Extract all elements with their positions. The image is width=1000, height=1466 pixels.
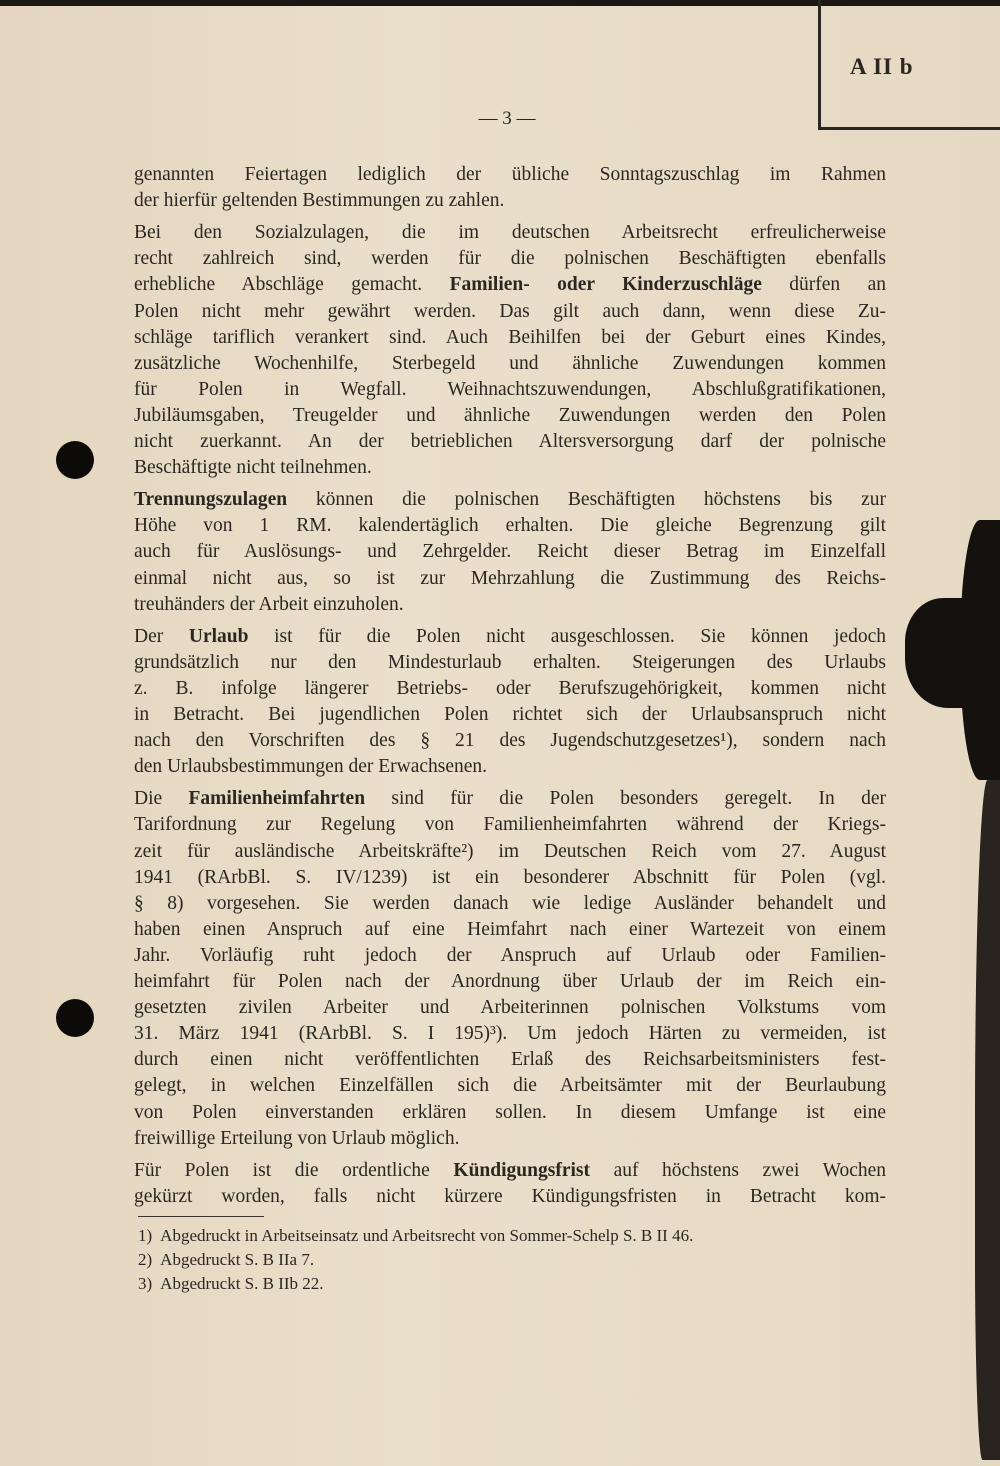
text-line bbox=[134, 1048, 886, 1072]
text-line bbox=[134, 352, 886, 376]
text-line bbox=[134, 996, 886, 1020]
text-line bbox=[134, 840, 886, 864]
text-line bbox=[134, 456, 886, 480]
text-line bbox=[134, 866, 886, 890]
text-segment: gesetzten zivilen Arbeiter und Arbeiterinnen polnischen Volkstums vom bbox=[134, 997, 886, 1019]
text-line bbox=[134, 378, 886, 402]
text-segment: erhebliche Abschläge gemacht. bbox=[134, 274, 450, 296]
text-line bbox=[134, 404, 886, 428]
text-line bbox=[134, 918, 886, 942]
text-segment: 31. März 1941 (RArbBl. S. I 195)³). Um jedoch Härten zu vermeiden, ist bbox=[134, 1023, 886, 1045]
text-segment: sind für die Polen besonders geregelt. In der bbox=[365, 788, 887, 810]
text-line bbox=[134, 593, 886, 617]
text-segment: z. B. infolge längerer Betriebs- oder Berufszugehörigkeit, kommen nicht bbox=[134, 677, 886, 699]
text-line bbox=[134, 970, 886, 994]
page-number: — 3 — bbox=[478, 108, 536, 129]
text-segment: Jubiläumsgaben, Treugelder und ähnliche Zuwendungen werden den Polen bbox=[134, 404, 886, 426]
text-line bbox=[134, 813, 886, 837]
text-line bbox=[134, 163, 886, 187]
text-segment: von Polen einverstanden erklären sollen. In diesem Umfange ist eine bbox=[134, 1101, 886, 1123]
punch-hole bbox=[56, 441, 94, 479]
text-line bbox=[134, 540, 886, 564]
text-segment: für Polen in Wegfall. Weihnachtszuwendungen, Abschlußgratifikationen, bbox=[134, 378, 886, 400]
text-line bbox=[134, 1127, 886, 1151]
text-line bbox=[134, 1159, 886, 1183]
text-segment: dürfen an bbox=[761, 274, 886, 296]
text-segment: in Betracht. Bei jugendlichen Polen richtet sich der Urlaubsanspruch nicht bbox=[134, 704, 886, 725]
text-segment: Jahr. Vorläufig ruht jedoch der Anspruch auf Urlaub oder Familien- bbox=[134, 944, 886, 966]
text-segment: zeit für ausländische Arbeitskräfte²) im Deutschen Reich vom 27. August bbox=[134, 840, 886, 862]
text-line bbox=[134, 1101, 886, 1125]
text-line bbox=[134, 273, 886, 297]
text-segment: grundsätzlich nur den Mindesturlaub erhalten. Steigerungen des Urlaubs bbox=[134, 651, 886, 673]
torn-edge bbox=[975, 780, 1000, 1460]
text-line bbox=[134, 651, 886, 675]
text-line bbox=[134, 430, 886, 454]
punch-hole bbox=[56, 999, 94, 1037]
text-segment: schläge tariflich verankert sind. Auch Beihilfen bei der Geburt eines Kindes, bbox=[134, 326, 886, 348]
text-segment: auf höchstens zwei Wochen bbox=[589, 1159, 887, 1181]
section-label: A II b bbox=[850, 54, 914, 79]
text-segment: 1941 (RArbBl. S. IV/1239) ist ein besonderer Abschnitt für Polen (vgl. bbox=[134, 866, 886, 888]
footnote bbox=[138, 1274, 324, 1294]
text-segment: genannten Feiertagen lediglich der übliche Sonntagszuschlag im Rahmen bbox=[134, 164, 886, 185]
footnote bbox=[138, 1250, 314, 1270]
text-segment: haben einen Anspruch auf eine Heimfahrt nach einer Wartezeit von einem bbox=[134, 918, 886, 940]
text-line bbox=[134, 514, 886, 538]
text-segment: der hierfür geltenden Bestimmungen zu zahlen. bbox=[134, 190, 505, 212]
text-segment: heimfahrt für Polen nach der Anordnung über Urlaub der im Reich ein- bbox=[134, 971, 886, 992]
text-segment: durch einen nicht veröffentlichten Erlaß des Reichsarbeitsministers fest- bbox=[134, 1049, 886, 1071]
torn-edge bbox=[960, 520, 1000, 780]
text-line bbox=[134, 787, 886, 811]
text-segment: nicht zuerkannt. An der betrieblichen Altersversorgung darf der polnische bbox=[134, 431, 886, 452]
text-segment: gekürzt worden, falls nicht kürzere Kündigungsfristen in Betracht kom- bbox=[134, 1185, 886, 1207]
text-line bbox=[134, 247, 886, 271]
text-segment: Bei den Sozialzulagen, die im deutschen Arbeitsrecht erfreulicherweise bbox=[134, 222, 886, 244]
text-segment: § 8) vorgesehen. Sie werden danach wie ledige Ausländer behandelt und bbox=[134, 892, 886, 914]
bold-term: Urlaub bbox=[188, 625, 249, 647]
text-line bbox=[134, 677, 886, 701]
footnote-text: Abgedruckt S. B IIb 22. bbox=[160, 1274, 324, 1293]
text-segment: treuhänders der Arbeit einzuholen. bbox=[134, 593, 404, 615]
text-line bbox=[134, 221, 886, 245]
text-segment: gelegt, in welchen Einzelfällen sich die Arbeitsämter mit der Beurlaubung bbox=[134, 1075, 886, 1097]
text-line bbox=[134, 488, 886, 512]
text-line bbox=[134, 1074, 886, 1098]
text-line bbox=[134, 755, 886, 779]
text-segment: können die polnischen Beschäftigten höchstens bis zur bbox=[287, 489, 886, 511]
text-segment: Polen nicht mehr gewährt werden. Das gilt auch dann, wenn diese Zu- bbox=[134, 300, 886, 322]
text-segment: auch für Auslösungs- und Zehrgelder. Reicht dieser Betrag im Einzelfall bbox=[134, 541, 886, 563]
text-line bbox=[134, 189, 886, 213]
text-segment: Höhe von 1 RM. kalendertäglich erhalten. Die gleiche Begrenzung gilt bbox=[134, 515, 886, 537]
text-segment: Für Polen ist die ordentliche bbox=[134, 1159, 454, 1181]
text-segment: freiwillige Erteilung von Urlaub möglich. bbox=[134, 1127, 460, 1149]
text-line bbox=[134, 944, 886, 968]
text-line bbox=[134, 703, 886, 727]
text-segment: Tarifordnung zur Regelung von Familienheimfahrten während der Kriegs- bbox=[134, 814, 886, 836]
text-line bbox=[134, 625, 886, 649]
text-line bbox=[134, 729, 886, 753]
footnote-text: Abgedruckt S. B IIa 7. bbox=[160, 1250, 315, 1269]
text-line bbox=[134, 300, 886, 324]
text-segment: nach den Vorschriften des § 21 des Jugendschutzgesetzes¹), sondern nach bbox=[134, 730, 886, 752]
bold-term: Familien- oder Kinderzuschläge bbox=[449, 274, 762, 296]
footnote-mark: 1) bbox=[138, 1226, 153, 1245]
text-line bbox=[134, 1022, 886, 1046]
footnote bbox=[138, 1226, 693, 1246]
footnote-divider bbox=[138, 1216, 264, 1217]
text-line bbox=[134, 326, 886, 350]
text-segment: ist für die Polen nicht ausgeschlossen. Sie können jedoch bbox=[248, 625, 886, 647]
footnote-mark: 3) bbox=[138, 1274, 153, 1293]
footnote-text: Abgedruckt in Arbeitseinsatz und Arbeitsrecht von Sommer-Schelp S. B II 46. bbox=[160, 1226, 694, 1245]
text-segment: Der bbox=[134, 625, 189, 647]
footnote-mark: 2) bbox=[138, 1250, 153, 1269]
text-segment: Beschäftigte nicht teilnehmen. bbox=[134, 457, 372, 479]
text-line bbox=[134, 892, 886, 916]
bold-term: Kündigungsfrist bbox=[453, 1159, 590, 1181]
text-segment: den Urlaubsbestimmungen der Erwachsenen. bbox=[134, 756, 488, 778]
text-line bbox=[134, 567, 886, 591]
bold-term: Trennungszulagen bbox=[134, 489, 288, 511]
text-segment: recht zahlreich sind, werden für die polnischen Beschäftigten ebenfalls bbox=[134, 248, 886, 270]
text-segment: Die bbox=[134, 788, 189, 810]
text-segment: einmal nicht aus, so ist zur Mehrzahlung die Zustimmung des Reichs- bbox=[134, 567, 886, 589]
text-segment: zusätzliche Wochenhilfe, Sterbegeld und ähnliche Zuwendungen kommen bbox=[134, 352, 886, 374]
bold-term: Familienheimfahrten bbox=[188, 788, 366, 810]
text-line bbox=[134, 1185, 886, 1209]
